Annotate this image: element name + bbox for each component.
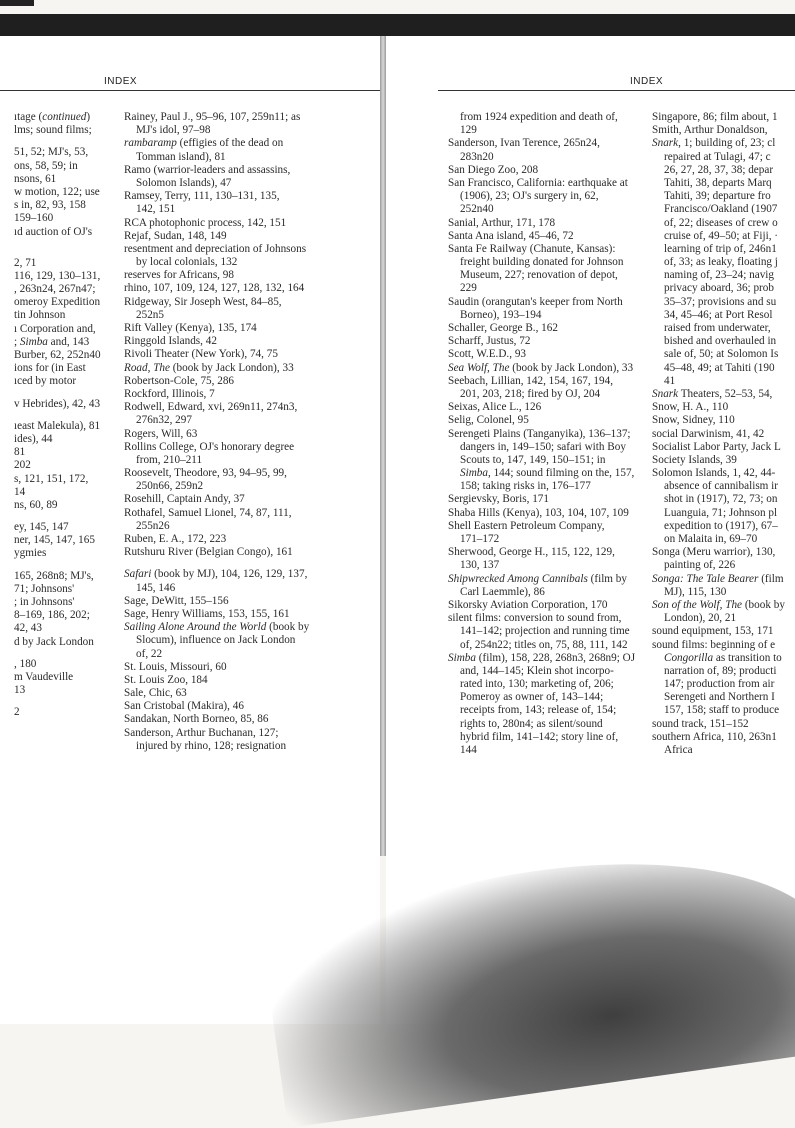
index-line: 2 [14,706,20,719]
index-line: Songa: The Tale Bearer (film [652,572,784,585]
index-line: RCA photophonic process, 142, 151 [124,216,287,229]
index-line: Shipwrecked Among Cannibals (film by [448,572,627,585]
scan-edge-mark [0,0,34,6]
index-line: Rivoli Theater (New York), 74, 75 [124,348,278,361]
index-line [14,411,120,420]
index-line: rambaramp (effigies of the dead on [124,137,284,150]
index-line: Ramo (warrior-leaders and assassins, [124,163,291,176]
index-line: Seebach, Lillian, 142, 154, 167, 194, [448,374,613,387]
index-line: Snow, Sidney, 110 [652,414,735,427]
index-line: Sage, Henry Williams, 153, 155, 161 [124,607,290,620]
index-line: Sergievsky, Boris, 171 [448,493,549,506]
index-line: Santa Fe Railway (Chanute, Kansas): [448,242,616,255]
index-line: m Vaudeville [14,670,74,683]
left-running-header: INDEX [104,76,138,87]
index-line: dangers in, 149–150; safari with Boy [460,440,626,453]
index-line: Snark Theaters, 52–53, 54, [652,387,773,400]
index-line: shot in (1917), 72, 73; on [664,493,778,506]
index-line: , 180 [14,657,37,670]
index-line [14,239,120,248]
index-line: ides), 44 [14,432,53,445]
index-line: lms; sound films; [14,124,92,137]
index-line: ı Corporation and, [14,322,96,335]
index-line: Road, The (book by Jack London), 33 [124,361,294,374]
index-line: privacy aboard, 36; prob [664,282,774,295]
index-line: ; Simba and, 143 [14,335,90,348]
index-line: sound films: beginning of e [652,638,776,651]
index-line: (1906), 23; OJ's surgery in, 62, [460,190,599,203]
index-line: Society Islands, 39 [652,453,737,466]
index-line: St. Louis, Missouri, 60 [124,660,227,673]
index-line: Burber, 62, 252n40 [14,349,101,361]
index-line: 51, 52; MJ's, 53, [14,146,89,159]
index-line: Simba, 144; sound filming on the, 157, [460,467,635,480]
index-line: Sea Wolf, The (book by Jack London), 33 [448,361,634,374]
index-line: 116, 129, 130–131, [14,269,101,282]
index-line: ions for (in East [14,362,86,375]
index-line: w motion, 122; use [14,185,100,198]
index-line: learning of trip of, 246n1 [664,242,777,255]
index-line: ıced by motor [14,375,77,388]
index-line: Scott, W.E.D., 93 [448,348,527,361]
index-line: silent films: conversion to sound from, [448,612,622,625]
index-line: Santa Ana island, 45–46, 72 [448,229,574,242]
index-line: Rutshuru River (Belgian Congo), 161 [124,546,293,559]
index-line: 229 [460,282,477,295]
index-line: San Cristobal (Makira), 46 [124,700,244,713]
index-line: 35–37; provisions and su [664,295,777,308]
index-line: ns, 60, 89 [14,498,58,511]
index-line: s in, 82, 93, 158 [14,199,86,212]
index-line: Singapore, 86; film about, 1 [652,111,778,123]
index-column-a [14,111,120,720]
index-line: 41 [664,374,676,387]
index-line: of, 254n22; titles on, 75, 88, 111, 142 [460,638,628,651]
index-line: 34, 45–46; at Port Resol [664,308,773,321]
index-line: Slocum), influence on Jack London [136,634,296,647]
index-line: , 263n24, 267n47; [14,283,96,296]
index-line: of, 22 [136,647,163,660]
index-line: Seixas, Alice L., 126 [448,401,542,414]
index-line: rights to, 280n4; as silent/sound [460,717,603,730]
right-running-header: INDEX [630,76,664,87]
index-line: from 1924 expedition and death of, [460,111,618,123]
index-line: sound equipment, 153, 171 [652,625,774,638]
index-line: 250n66, 259n2 [136,480,204,493]
index-line: 283n20 [460,150,494,163]
book-gutter [380,36,386,856]
index-line: Ridgeway, Sir Joseph West, 84–85, [124,295,282,308]
index-line: 13 [14,684,26,697]
index-line: 145, 146 [136,581,176,594]
index-line: Robertson-Cole, 75, 286 [124,374,235,387]
index-line: London), 20, 21 [664,612,737,625]
index-line: of, 33; as leaky, floating j [664,256,778,269]
index-line: resentment and depreciation of Johnsons [124,242,307,255]
index-line: from, 210–211 [136,453,203,466]
index-line [14,697,120,706]
index-line: St. Louis Zoo, 184 [124,673,208,686]
index-line: 147; production from air [664,678,775,691]
index-line: Shell Eastern Petroleum Company, [448,519,605,532]
index-line: cruise of, 49–50; at Fiji, · [664,229,779,242]
index-line: 157, 158; staff to produce [664,704,780,717]
index-line: Serengeti Plains (Tanganyika), 136–137; [448,427,631,440]
index-line: ıd auction of OJ's [14,225,93,238]
index-line: Africa [664,744,693,756]
index-line: of, 22; diseases of crew o [664,216,778,229]
index-line: rated into, 130; marketing of, 206; [460,678,614,691]
index-line: Borneo), 193–194 [460,308,542,321]
index-line: rhino, 107, 109, 124, 127, 128, 132, 164 [124,282,305,295]
index-line: 71; Johnsons' [14,582,75,595]
index-line: Tahiti, 38, departs Marq [664,176,772,189]
index-line: Luanguia, 71; Johnson pl [664,506,778,519]
index-line [14,137,120,146]
index-line: Ringgold Islands, 42 [124,335,217,348]
index-line: on Malaita in, 69–70 [664,533,758,545]
index-line: painting of, 226 [664,559,736,572]
index-line: receipts from, 143; release of, 154; [460,704,617,717]
index-line: 2, 71 [14,256,37,269]
index-line: Sale, Chic, 63 [124,687,187,700]
index-line: by local colonials, 132 [136,256,238,269]
index-line: Sanial, Arthur, 171, 178 [448,216,556,229]
index-line: nsons, 61 [14,172,57,185]
index-line: expedition to (1917), 67– [664,519,778,532]
index-line: Selig, Colonel, 95 [448,414,529,427]
index-line: Songa (Meru warrior), 130, [652,546,776,559]
index-line: absence of cannibalism ir [664,480,779,493]
index-line: 14 [14,485,26,498]
index-line [124,559,374,568]
index-line: Sherwood, George H., 115, 122, 129, [448,546,615,559]
index-line: southern Africa, 110, 263n1 [652,730,777,743]
index-line [14,389,120,398]
index-line [14,512,120,521]
index-line: Smith, Arthur Donaldson, [652,124,768,137]
index-line: Rogers, Will, 63 [124,427,198,440]
index-line: hybrid film, 141–142; story line of, [460,730,619,743]
index-line: ner, 145, 147, 165 [14,534,95,547]
index-line: 202 [14,459,31,472]
index-line: 144 [460,744,477,756]
index-line: v Hebrides), 42, 43 [14,397,101,410]
index-column-b [124,111,374,753]
index-line: 81 [14,446,26,459]
index-line: 252n5 [136,308,164,321]
left-header-rule [0,90,380,91]
index-line: ıtage (continued) [14,111,91,123]
index-line: and, 144–145; Klein shot incorpo- [460,664,614,677]
index-line: s, 121, 151, 172, [14,472,89,485]
index-column-d [652,111,795,757]
index-line: Rejaf, Sudan, 148, 149 [124,229,227,242]
index-line: MJ's idol, 97–98 [136,124,211,137]
index-line: Scouts to, 147, 149, 150–151; in [460,453,606,466]
index-line: Safari (book by MJ), 104, 126, 129, 137, [124,568,308,581]
index-line: narration of, 89; producti [664,664,777,677]
index-line: social Darwinism, 41, 42 [652,427,765,440]
index-line: Schaller, George B., 162 [448,322,558,334]
index-line [14,649,120,658]
index-line: injured by rhino, 128; resignation [136,739,287,752]
index-line: naming of, 23–24; navig [664,269,774,282]
index-line: Francisco/Oakland (1907 [664,203,778,216]
index-line: Snark, 1; building of, 23; cl [652,137,776,150]
index-line: Sage, DeWitt, 155–156 [124,594,229,607]
index-line: bished and overhauled in [664,335,777,348]
index-line: Tomman island), 81 [136,150,226,163]
index-line: Tahiti, 39; departure fro [664,190,771,203]
index-line: Serengeti and Northern I [664,691,775,704]
index-line: Saudin (orangutan's keeper from North [448,295,623,308]
index-line: repaired at Tulagi, 47; c [664,150,771,163]
index-line: 45–48, 49; at Tahiti (190 [664,361,775,374]
index-line: ons, 58, 59; in [14,159,78,172]
scan-top-shadow [0,14,795,36]
index-line: 201, 203, 218; fired by OJ, 204 [460,387,601,400]
index-line: 141–142; projection and running time [460,625,630,638]
index-line: 171–172 [460,533,500,545]
index-line: raised from underwater, [664,322,771,334]
index-line: 42, 43 [14,622,42,635]
index-line: tin Johnson [14,309,66,322]
index-line: sound track, 151–152 [652,717,749,730]
index-line: omeroy Expedition [14,296,101,309]
index-line: Sikorsky Aviation Corporation, 170 [448,598,608,611]
index-line: 255n26 [136,519,170,532]
index-line: Son of the Wolf, The (book by [652,598,785,611]
index-line: San Francisco, California: earthquake at [448,176,628,189]
index-line: Solomon Islands, 1, 42, 44- [652,467,776,480]
index-line: Pomeroy as owner of, 143–144; [460,691,604,704]
index-line: 129 [460,124,477,137]
index-line: Museum, 227; renovation of depot, [460,269,618,282]
index-line: MJ), 115, 130 [664,585,727,598]
index-line: Rodwell, Edward, xvi, 269n11, 274n3, [124,401,298,414]
index-line: 8–169, 186, 202; [14,609,90,622]
index-line [14,248,120,257]
index-line: Congorilla as transition to [664,651,782,664]
index-line: Scharff, Justus, 72 [448,335,531,348]
index-line: Carl Laemmle), 86 [460,585,545,598]
index-line: reserves for Africans, 98 [124,269,234,282]
index-line: Ramsey, Terry, 111, 130–131, 135, [124,190,280,203]
index-line: 26, 27, 28, 37, 38; depar [664,163,774,176]
index-line: sale of, 50; at Solomon Is [664,348,779,361]
index-line: 158; taking risks in, 176–177 [460,480,591,493]
index-line: Snow, H. A., 110 [652,401,729,414]
index-line: freight building donated for Johnson [460,256,624,269]
index-line: Sailing Alone Around the World (book by [124,621,310,634]
index-line: Rockford, Illinois, 7 [124,387,215,400]
index-line: Sanderson, Ivan Terence, 265n24, [448,137,600,150]
index-line: Simba (film), 158, 228, 268n3, 268n9; OJ [448,651,636,664]
index-line: 159–160 [14,212,54,225]
index-line: 252n40 [460,203,494,216]
index-line: ygmies [14,547,47,560]
index-line: 142, 151 [136,203,176,216]
index-line: ; in Johnsons' [14,596,75,608]
index-line: Rosehill, Captain Andy, 37 [124,493,245,506]
index-line: Rift Valley (Kenya), 135, 174 [124,322,257,334]
index-line: San Diego Zoo, 208 [448,163,539,176]
index-line: ey, 145, 147 [14,521,69,534]
index-line: Rothafel, Samuel Lionel, 74, 87, 111, [124,506,292,519]
index-line: Sanderson, Arthur Buchanan, 127; [124,726,279,739]
index-line: Rollins College, OJ's honorary degree [124,440,295,453]
index-line: Solomon Islands), 47 [136,176,232,189]
right-header-rule [438,90,795,91]
index-line [14,561,120,570]
index-line: Socialist Labor Party, Jack L [652,440,781,453]
index-line: ıeast Malekula), 81 [14,419,101,432]
index-line: Roosevelt, Theodore, 93, 94–95, 99, [124,467,287,480]
index-line: 276n32, 297 [136,414,192,427]
index-column-c [448,111,644,757]
index-line: Rainey, Paul J., 95–96, 107, 259n11; as [124,111,301,123]
index-line: Ruben, E. A., 172, 223 [124,533,227,545]
index-line: d by Jack London [14,635,94,648]
index-line: 130, 137 [460,559,500,572]
index-line: Shaba Hills (Kenya), 103, 104, 107, 109 [448,506,629,519]
index-line: 165, 268n8; MJ's, [14,569,94,582]
index-line: Sandakan, North Borneo, 85, 86 [124,713,269,726]
